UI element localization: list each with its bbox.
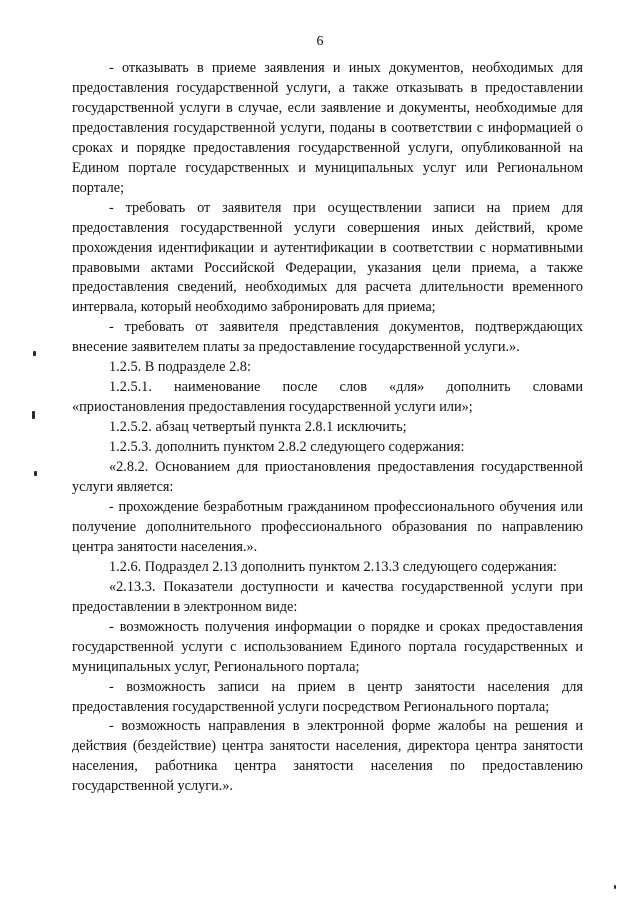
document-body xyxy=(72,59,583,797)
paragraph-complaint: - возможность направления в электронной форме жалобы на решения и действия (бездействие) центра занятости населения, директора центра занятости населения, работника центра занятости населения по предоставлению государственной услуги.». xyxy=(72,718,583,795)
paragraph-require-documents: - требовать от заявителя представления документов, подтверждающих внесение заявителем платы за предоставление государственной услуги.». xyxy=(72,319,583,356)
scan-speck xyxy=(34,471,37,476)
clause-1-2-5: 1.2.5. В подразделе 2.8: xyxy=(109,359,251,376)
clause-1-2-5-2: 1.2.5.2. абзац четвертый пункта 2.8.1 исключить; xyxy=(109,419,407,436)
scan-speck xyxy=(614,885,616,889)
clause-1-2-5-3: 1.2.5.3. дополнить пунктом 2.8.2 следующего содержания: xyxy=(109,439,465,456)
scan-speck xyxy=(33,351,36,356)
page-number: 6 xyxy=(316,34,324,49)
paragraph-training: - прохождение безработным гражданином профессионального обучения или получение дополнительного профессионального образования по направлению центра занятости населения.». xyxy=(72,498,583,555)
paragraph-appointment: - возможность записи на прием в центр занятости населения для предоставления государственной услуги посредством Регионального портала; xyxy=(72,678,583,715)
paragraph-info-access: - возможность получения информации о порядке и сроках предоставления государственной услуги с использованием Единого портала государственных и муниципальных услуг, Регионального портала; xyxy=(72,618,583,675)
clause-2-13-3: «2.13.3. Показатели доступности и качества государственной услуги при предоставлении в электронном виде: xyxy=(72,578,583,615)
clause-1-2-6: 1.2.6. Подраздел 2.13 дополнить пунктом 2.13.3 следующего содержания: xyxy=(109,558,558,575)
clause-1-2-5-1: 1.2.5.1. наименование после слов «для» дополнить словами «приостановления предоставления государственной услуги или»; xyxy=(72,379,583,416)
scan-speck xyxy=(32,411,35,419)
paragraph-refuse-application: - отказывать в приеме заявления и иных документов, необходимых для предоставления государственной услуги, а также отказывать в предоставлении государственной услуги в случае, если заявление и документы, необходимые для предоставления государственной услуги, поданы в соответствии с информацией о сроках и порядке предоставления государственной услуги, опубликованной на Едином портале государственных и муниципальных услуг или Региональном портале; xyxy=(72,60,583,196)
paragraph-require-actions: - требовать от заявителя при осуществлении записи на прием для предоставления государственной услуги совершения иных действий, кроме прохождения идентификации и аутентификации в соответствии с нормативными правовыми актами Российской Федерации, указания цели приема, а также предоставления сведений, необходимых для расчета длительности временного интервала, который необходимо забронировать для приема; xyxy=(72,199,583,316)
clause-2-8-2: «2.8.2. Основанием для приостановления предоставления государственной услуги является: xyxy=(72,459,583,496)
